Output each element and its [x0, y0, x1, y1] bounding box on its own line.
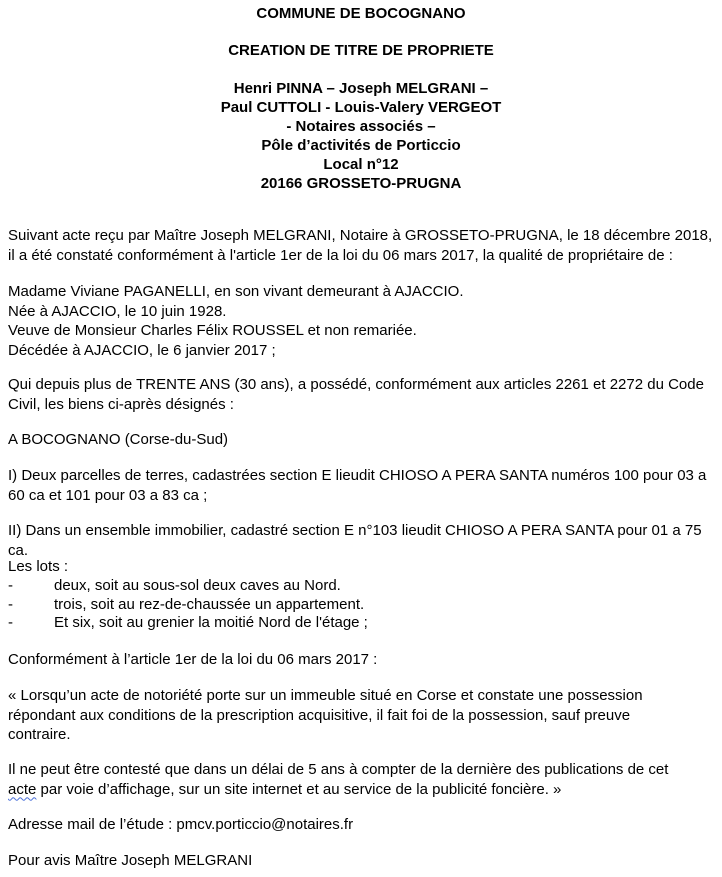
lot-dash: -	[8, 614, 13, 631]
owner-line-4: Décédée à AJACCIO, le 6 janvier 2017 ;	[8, 341, 276, 359]
notaries-role: - Notaires associés –	[286, 118, 436, 135]
document-title: CREATION DE TITRE DE PROPRIETE	[228, 42, 494, 59]
quote-line-2: répondant aux conditions de la prescription acquisitive, il fait foi de la possession, sauf preuve	[8, 706, 631, 724]
contest-line-1: Il ne peut être contesté que dans un délai de 5 ans à compter de la dernière des publications de cet	[8, 761, 669, 778]
commune-title: COMMUNE DE BOCOGNANO	[256, 5, 466, 22]
contest-line-2	[8, 780, 720, 800]
signature-paragraph	[8, 851, 720, 871]
law-reference-paragraph	[8, 650, 720, 670]
lots-heading: Les lots :	[8, 558, 69, 575]
parcel-one-line-1: I) Deux parcelles de terres, cadastrées section E lieudit CHIOSO A PERA SANTA numéros 100 pour 03 a	[8, 467, 707, 484]
location-paragraph	[8, 430, 720, 450]
quote-paragraph	[8, 686, 720, 745]
owner-line-2: Née à AJACCIO, le 10 juin 1928.	[8, 302, 227, 320]
parcel-one-line-2: 60 ca et 101 pour 03 a 83 ca ;	[8, 486, 208, 504]
notice-header	[0, 4, 722, 23]
email-line	[8, 815, 720, 835]
contest-paragraph	[8, 760, 720, 799]
law-reference-line: Conformément à l’article 1er de la loi du 06 mars 2017 :	[8, 651, 378, 668]
lot-text: deux, soit au sous-sol deux caves au Nord.	[54, 577, 341, 594]
email-paragraph	[8, 815, 720, 835]
possession-line-2: Civil, les biens ci-après désignés :	[8, 395, 234, 413]
owner-line-1: Madame Viviane PAGANELLI, en son vivant demeurant à AJACCIO.	[8, 283, 464, 300]
owner-paragraph	[8, 282, 720, 360]
office-address-line-1: Pôle d’activités de Porticcio	[261, 137, 461, 154]
email-address: pmcv.porticcio@notaires.fr	[176, 816, 354, 833]
location-line: A BOCOGNANO (Corse-du-Sud)	[8, 431, 229, 448]
quote-line-1: « Lorsqu’un acte de notoriété porte sur un immeuble situé en Corse et constate une possession	[8, 687, 643, 704]
lot-dash: -	[8, 577, 13, 594]
lot-text: Et six, soit au grenier la moitié Nord de l'étage ;	[54, 614, 368, 631]
intro-paragraph	[8, 226, 720, 265]
office-address-line-2: Local n°12	[323, 156, 399, 173]
parcel-two-line-1: II) Dans un ensemble immobilier, cadastré section E n°103 lieudit CHIOSO A PERA SANTA pour 01 a 75	[8, 522, 702, 539]
email-label: Adresse mail de l’étude :	[8, 816, 177, 833]
lots-heading-block	[8, 557, 720, 577]
quote-line-3: contraire.	[8, 726, 71, 743]
parcel-two-paragraph	[8, 521, 720, 560]
possession-paragraph	[8, 375, 720, 414]
signature-line: Pour avis Maître Joseph MELGRANI	[8, 852, 253, 869]
document-title-block	[0, 41, 722, 60]
intro-line-2: il a été constaté conformément à l'article 1er de la loi du 06 mars 2017, la qualité de propriétaire de :	[8, 246, 673, 264]
parcel-one-paragraph	[8, 466, 720, 505]
notaries-line-1: Henri PINNA – Joseph MELGRANI –	[233, 80, 489, 97]
possession-line-1: Qui depuis plus de TRENTE ANS (30 ans), a possédé, conformément aux articles 2261 et 2272 du Code	[8, 376, 704, 393]
lot-text: trois, soit au rez-de-chaussée un appartement.	[54, 596, 365, 613]
contest-line-2-rest: par voie d’affichage, sur un site internet et au service de la publicité foncière. »	[36, 780, 562, 798]
notaries-line-2: Paul CUTTOLI - Louis-Valery VERGEOT	[220, 99, 502, 116]
notary-office-block	[0, 79, 722, 193]
office-address-line-3: 20166 GROSSETO-PRUGNA	[260, 175, 462, 192]
owner-line-3: Veuve de Monsieur Charles Félix ROUSSEL et non remariée.	[8, 322, 417, 339]
spellcheck-marked-word: acte	[8, 780, 37, 798]
parcel-two-line-2: ca.	[8, 541, 29, 559]
intro-line-1: Suivant acte reçu par Maître Joseph MELGRANI, Notaire à GROSSETO-PRUGNA, le 18 décembre 2018,	[8, 227, 713, 244]
lot-dash: -	[8, 596, 13, 613]
